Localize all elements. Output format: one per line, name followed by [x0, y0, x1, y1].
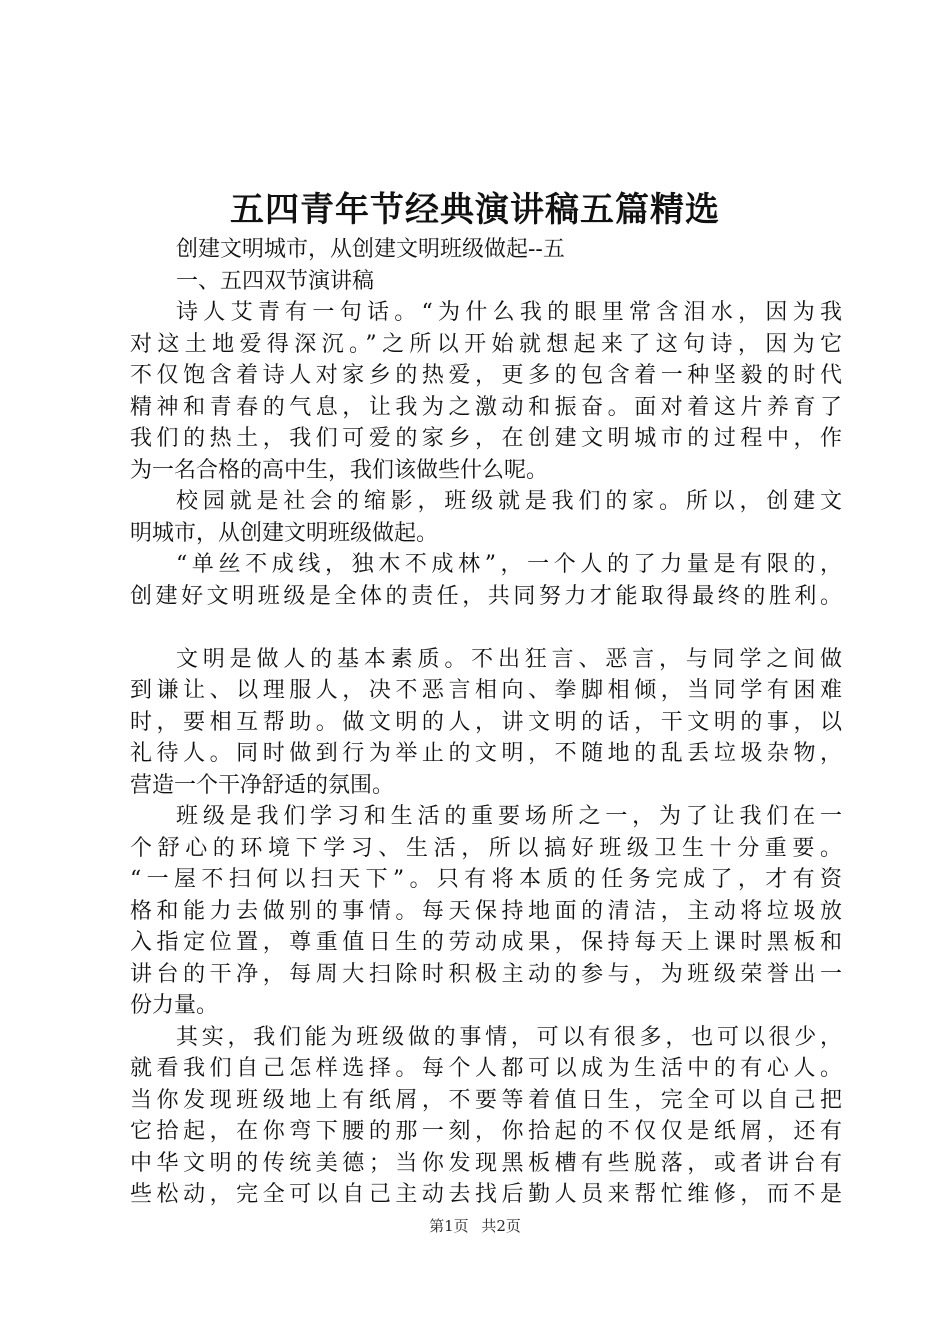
paragraph-line: “单丝不成线，独木不成林”，一个人的了力量是有限的， [176, 552, 842, 577]
page-footer [0, 1216, 950, 1236]
paragraph-line: 一、五四双节演讲稿 [176, 268, 375, 294]
paragraph-line: 讲台的干净，每周大扫除时积极主动的参与，为班级荣誉出一 [130, 961, 842, 987]
paragraph-line: 入指定位置，尊重值日生的劳动成果，保持每天上课时黑板和 [130, 930, 842, 955]
paragraph-line: 当你发现班级地上有纸屑，不要等着值日生，完全可以自己把 [130, 1087, 842, 1113]
paragraph-line: 校园就是社会的缩影，班级就是我们的家。所以，创建文 [176, 489, 842, 514]
paragraph-line: 精神和青春的气息，让我为之激动和振奋。面对着这片养育了 [130, 394, 842, 420]
paragraph-line: 营造一个干净舒适的氛围。 [130, 772, 395, 798]
document-title: 五四青年节经典演讲稿五篇精选 [230, 190, 720, 230]
page-total: 共2页 [481, 1217, 521, 1235]
paragraph-line: 礼待人。同时做到行为举止的文明，不随地的乱丢垃圾杂物， [130, 741, 842, 766]
paragraph-line: 格和能力去做别的事情。每天保持地面的清洁，主动将垃圾放 [130, 898, 842, 924]
paragraph-line: 个舒心的环境下学习、生活，所以搞好班级卫生十分重要。 [130, 835, 842, 861]
paragraph-line: 我们的热土，我们可爱的家乡，在创建文明城市的过程中，作 [130, 426, 842, 451]
paragraph-line: 其实，我们能为班级做的事情，可以有很多，也可以很少， [176, 1024, 842, 1050]
paragraph-line: 班级是我们学习和生活的重要场所之一，为了让我们在一 [176, 804, 842, 829]
paragraph-line: 时，要相互帮助。做文明的人，讲文明的话，干文明的事，以 [130, 709, 842, 735]
paragraph-spacer [130, 612, 842, 644]
paragraph-line: 到谦让、以理服人，决不恶言相向、拳脚相倾，当同学有困难 [130, 678, 842, 703]
paragraph-line: 诗人艾青有一句话。“为什么我的眼里常含泪水，因为我 [176, 300, 842, 325]
paragraph-line: 些松动，完全可以自己主动去找后勤人员来帮忙维修，而不是 [130, 1182, 842, 1207]
paragraph-line: 它拾起，在你弯下腰的那一刻，你拾起的不仅仅是纸屑，还有 [130, 1119, 842, 1144]
paragraph-line: 创建好文明班级是全体的责任，共同努力才能取得最终的胜利。 [130, 583, 842, 609]
paragraph-line: 不仅饱含着诗人对家乡的热爱，更多的包含着一种坚毅的时代 [130, 363, 842, 388]
document-body [130, 234, 842, 1211]
page-number: 第1页 [429, 1217, 469, 1235]
paragraph-line: 文明是做人的基本素质。不出狂言、恶言，与同学之间做 [176, 646, 842, 672]
paragraph-line: “一屋不扫何以扫天下”。只有将本质的任务完成了，才有资 [130, 867, 842, 892]
paragraph-line: 就看我们自己怎样选择。每个人都可以成为生活中的有心人。 [130, 1056, 842, 1081]
paragraph-line: 份力量。 [130, 993, 219, 1018]
paragraph-line: 创建文明城市，从创建文明班级做起--五 [176, 237, 565, 262]
paragraph-line: 对这土地爱得深沉。”之所以开始就想起来了这句诗，因为它 [130, 331, 842, 357]
paragraph-line: 为一名合格的高中生，我们该做些什么呢。 [130, 457, 549, 483]
paragraph-line: 中华文明的传统美德；当你发现黑板槽有些脱落，或者讲台有 [130, 1150, 842, 1176]
paragraph-line: 明城市，从创建文明班级做起。 [130, 520, 439, 546]
